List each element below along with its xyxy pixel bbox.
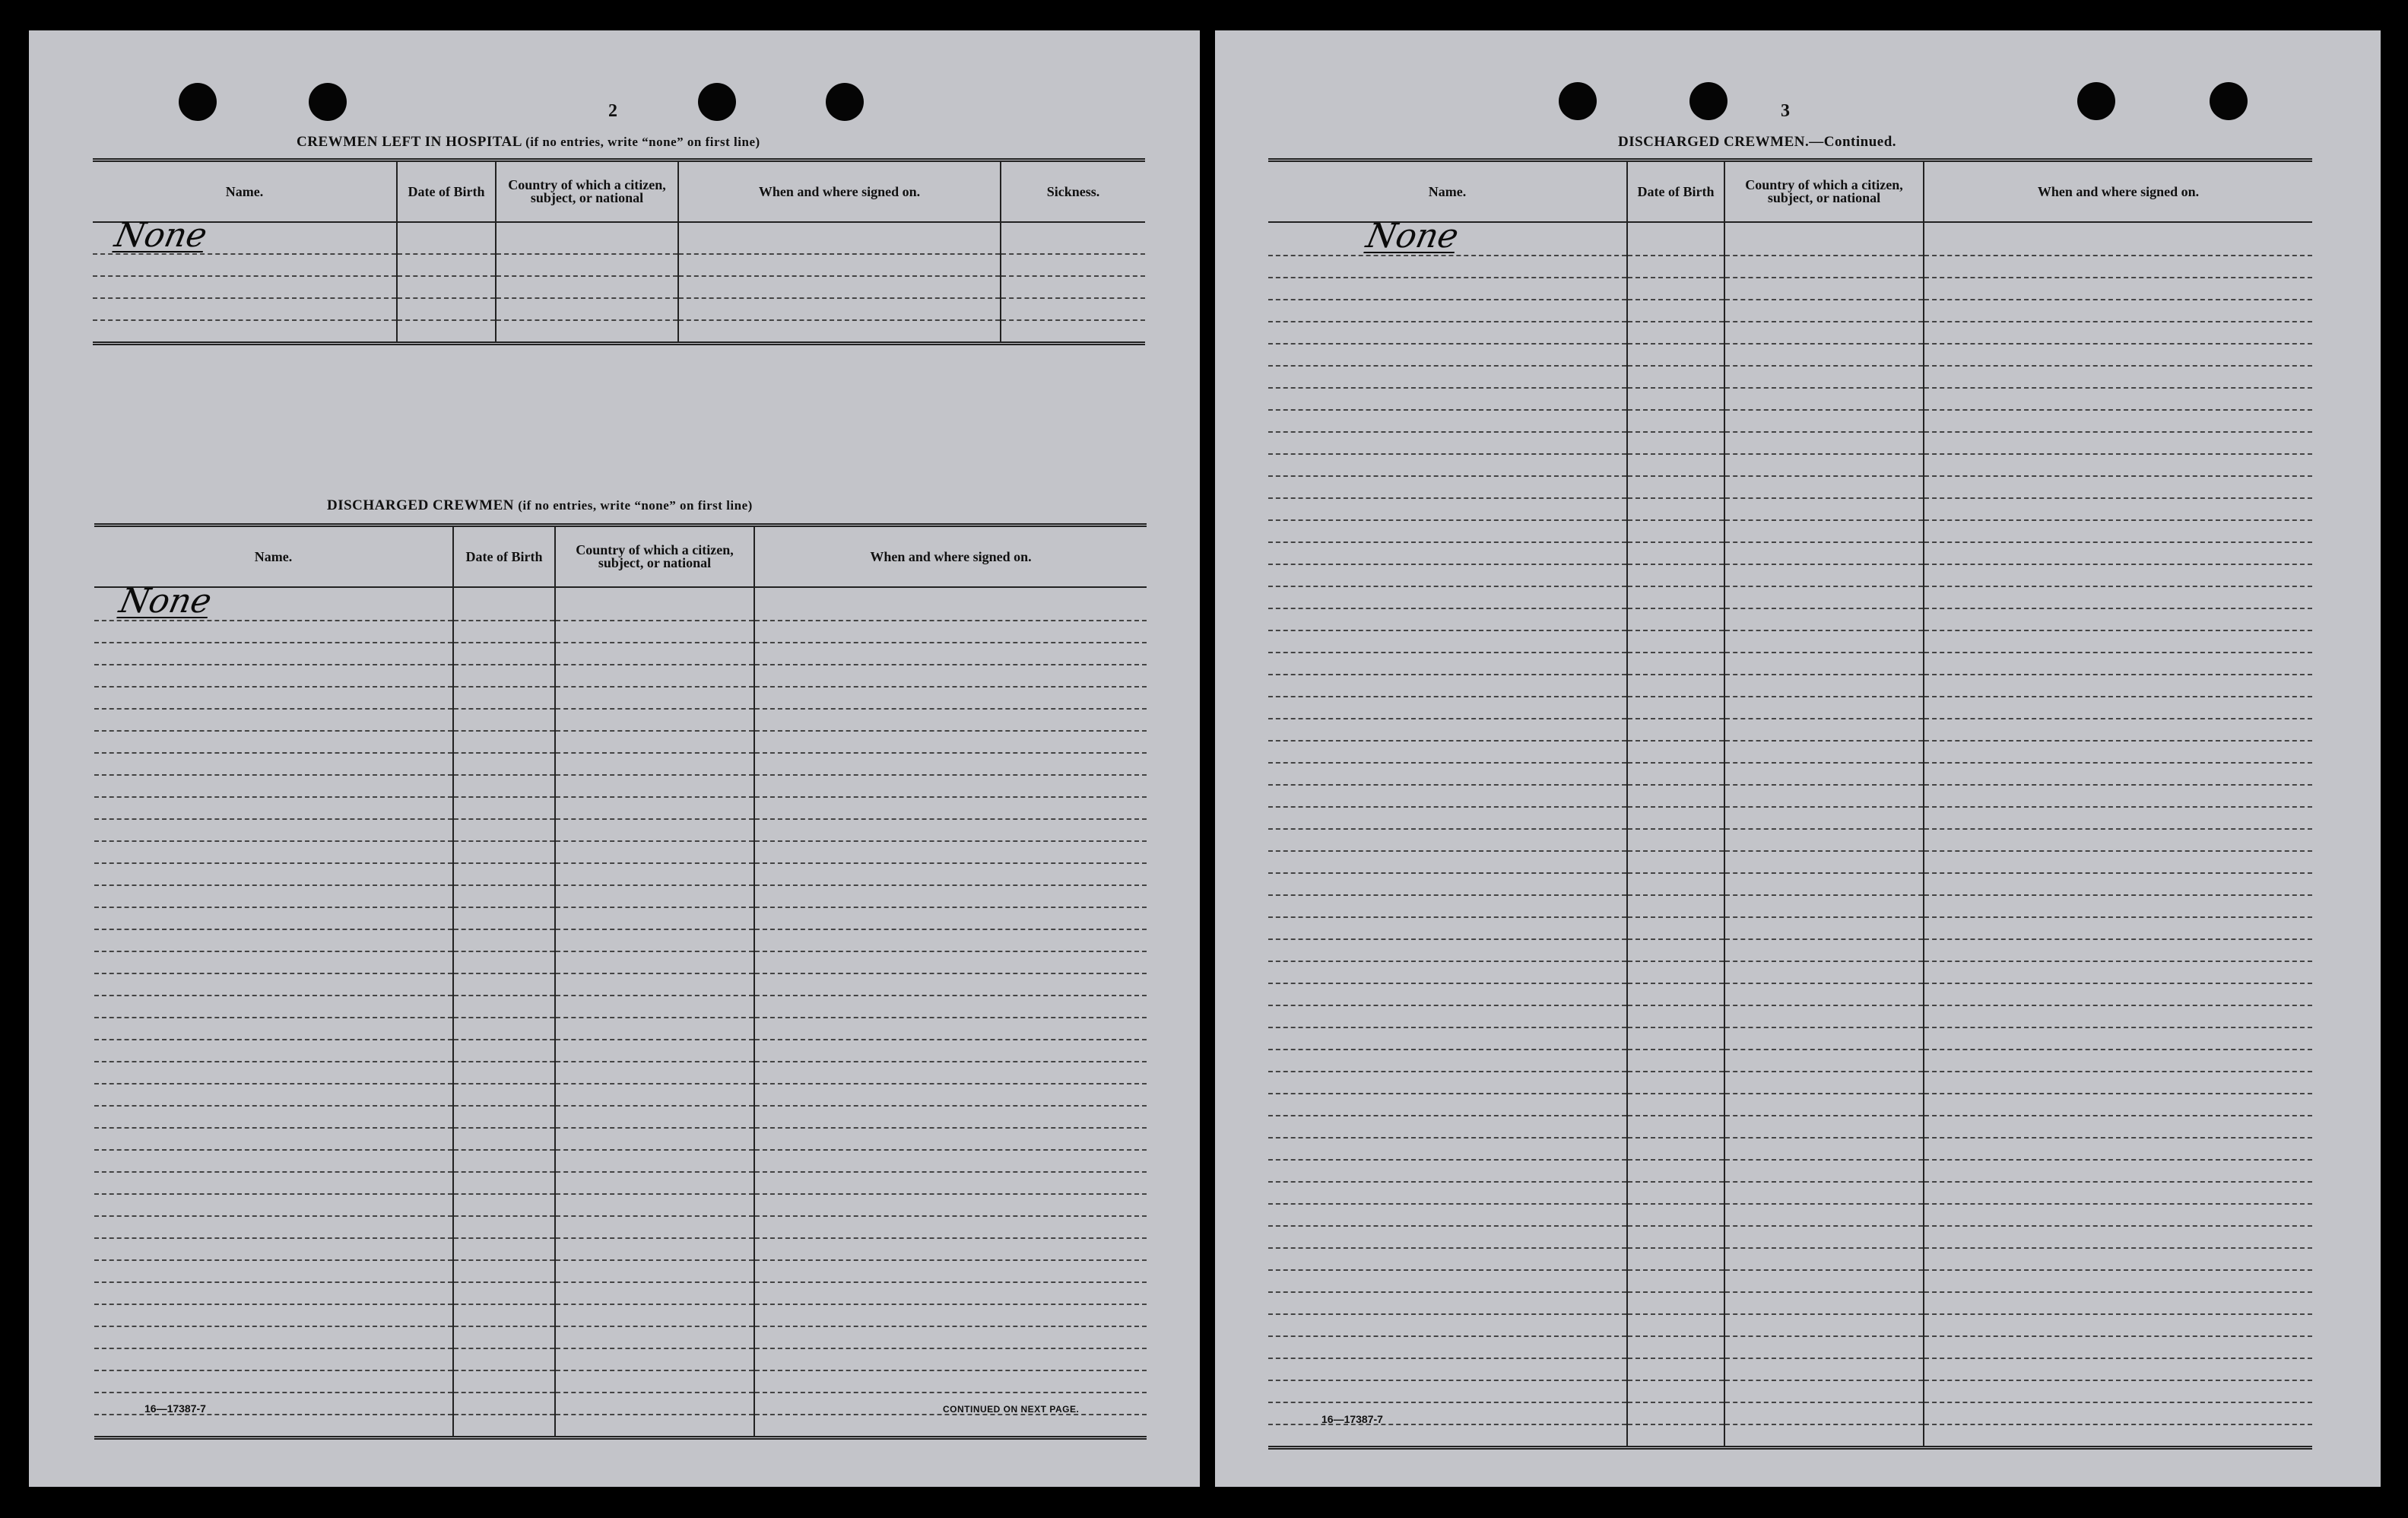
table-row [1268,1005,2312,1027]
table-row [94,1260,1147,1282]
table-row [1268,256,2312,278]
table-row [1268,939,2312,961]
table-row [1268,1270,2312,1292]
form-code: 16—17387-7 [144,1402,206,1415]
table-row [1268,961,2312,983]
table-row [94,841,1147,863]
table-row [1268,653,2312,675]
col-name: Name. [1268,160,1627,223]
table-row [94,996,1147,1018]
table-row [1268,1248,2312,1270]
punch-hole [309,83,347,121]
table-row [94,1326,1147,1348]
table-row [1268,630,2312,653]
table-row [1268,741,2312,763]
table-row [1268,1116,2312,1138]
table-row [94,797,1147,819]
table-row [1268,564,2312,586]
table-row [94,665,1147,687]
col-signed-on: When and where signed on. [754,526,1147,588]
table-row [1268,1182,2312,1204]
table-row [1268,222,2312,256]
table-row [1268,476,2312,498]
table-row [1268,432,2312,454]
table-row [94,1304,1147,1326]
table-row [1268,322,2312,344]
table-row [1268,851,2312,873]
table-row [93,276,1145,298]
table-row [1268,785,2312,807]
table-row [94,1128,1147,1150]
discharged-continued-title: DISCHARGED CREWMEN.—Continued. [1618,134,1897,150]
table-row [94,819,1147,841]
discharged-section-title [327,497,753,514]
punch-hole [698,83,736,121]
col-date-of-birth: Date of Birth [1627,160,1724,223]
handwritten-entry: None [116,581,215,621]
hospital-title-main: CREWMEN LEFT IN HOSPITAL [297,134,522,150]
table-row [94,753,1147,775]
table-row [94,1084,1147,1106]
table-row [1268,1380,2312,1402]
right-page [1215,30,2381,1487]
punch-hole [179,83,217,121]
col-name: Name. [94,526,453,588]
punch-hole [2210,82,2248,120]
page-number: 3 [1781,101,1790,121]
table-row [1268,873,2312,895]
table-row [1268,366,2312,388]
table-row [94,687,1147,709]
col-signed-on: When and where signed on. [1924,160,2312,223]
table-row [94,1370,1147,1393]
table-row [93,320,1145,344]
table-row [94,709,1147,731]
table-row [94,731,1147,753]
col-date-of-birth: Date of Birth [397,160,496,223]
discharged-rows [94,581,1147,1438]
table-row [1268,1314,2312,1336]
table-row [94,643,1147,665]
table-row [94,1062,1147,1084]
table-row [1268,1050,2312,1072]
punch-hole [2077,82,2115,120]
table-row [1268,542,2312,564]
col-country: Country of which a citizen, subject, or national [496,160,678,223]
table-row [1268,520,2312,542]
table-row [1268,1072,2312,1094]
table-row [94,1106,1147,1128]
table-row [1268,586,2312,608]
table-row [93,298,1145,320]
hospital-table [93,158,1145,345]
table-row [94,1172,1147,1194]
table-row [94,1282,1147,1304]
col-sickness: Sickness. [1001,160,1145,223]
col-signed-on: When and where signed on. [678,160,1001,223]
hospital-rows [93,215,1145,344]
table-row [1268,278,2312,300]
table-row [1268,454,2312,476]
table-row [1268,1204,2312,1226]
punch-hole [1559,82,1597,120]
table-row [1268,1094,2312,1116]
hospital-section-title [297,134,760,151]
table-row [93,222,1145,254]
table-row [94,929,1147,951]
table-row [94,1040,1147,1062]
table-row [1268,410,2312,432]
table-row [94,863,1147,885]
table-row [1268,675,2312,697]
left-page [29,30,1200,1487]
table-row [94,885,1147,907]
col-date-of-birth: Date of Birth [453,526,555,588]
table-row [1268,983,2312,1005]
handwritten-entry: None [111,215,211,255]
table-row [94,587,1147,621]
table-row [1268,1358,2312,1380]
table-row [1268,829,2312,851]
col-country: Country of which a citizen, subject, or national [1724,160,1924,223]
table-row [94,775,1147,797]
table-row [1268,1292,2312,1314]
punch-hole [826,83,864,121]
table-row [94,1216,1147,1238]
table-row [94,1194,1147,1216]
table-row [94,1348,1147,1370]
table-row [94,1415,1147,1438]
col-name: Name. [93,160,397,223]
discharged-table-right [1268,158,2312,1450]
table-row [1268,388,2312,410]
table-row [94,973,1147,996]
table-row [1268,344,2312,366]
table-row [94,1018,1147,1040]
table-row [1268,1424,2312,1448]
discharged-table-left [94,523,1147,1440]
table-row [1268,1336,2312,1358]
hospital-title-note: (if no entries, write “none” on first line) [525,135,760,149]
table-row [1268,895,2312,917]
table-row [94,1150,1147,1172]
discharged-title-note: (if no entries, write “none” on first line) [518,498,753,513]
form-code: 16—17387-7 [1321,1413,1383,1425]
table-row [94,951,1147,973]
handwritten-entry: None [1363,216,1462,256]
table-row [1268,1160,2312,1182]
table-row [1268,498,2312,520]
table-row [1268,697,2312,719]
discharged-rows [1268,216,2312,1448]
continued-note: CONTINUED ON NEXT PAGE. [943,1404,1080,1415]
page-number: 2 [608,101,617,121]
table-row [1268,917,2312,939]
table-row [1268,608,2312,630]
table-row [93,254,1145,276]
table-row [1268,807,2312,829]
table-row [1268,1138,2312,1160]
table-row [1268,300,2312,322]
table-row [1268,1402,2312,1424]
table-row [1268,1226,2312,1248]
table-row [1268,719,2312,741]
table-row [94,1238,1147,1260]
punch-hole [1689,82,1727,120]
discharged-title-main: DISCHARGED CREWMEN [327,497,514,513]
col-country: Country of which a citizen, subject, or national [555,526,754,588]
table-row [1268,763,2312,785]
table-row [94,621,1147,643]
table-row [94,907,1147,929]
table-row [1268,1027,2312,1050]
